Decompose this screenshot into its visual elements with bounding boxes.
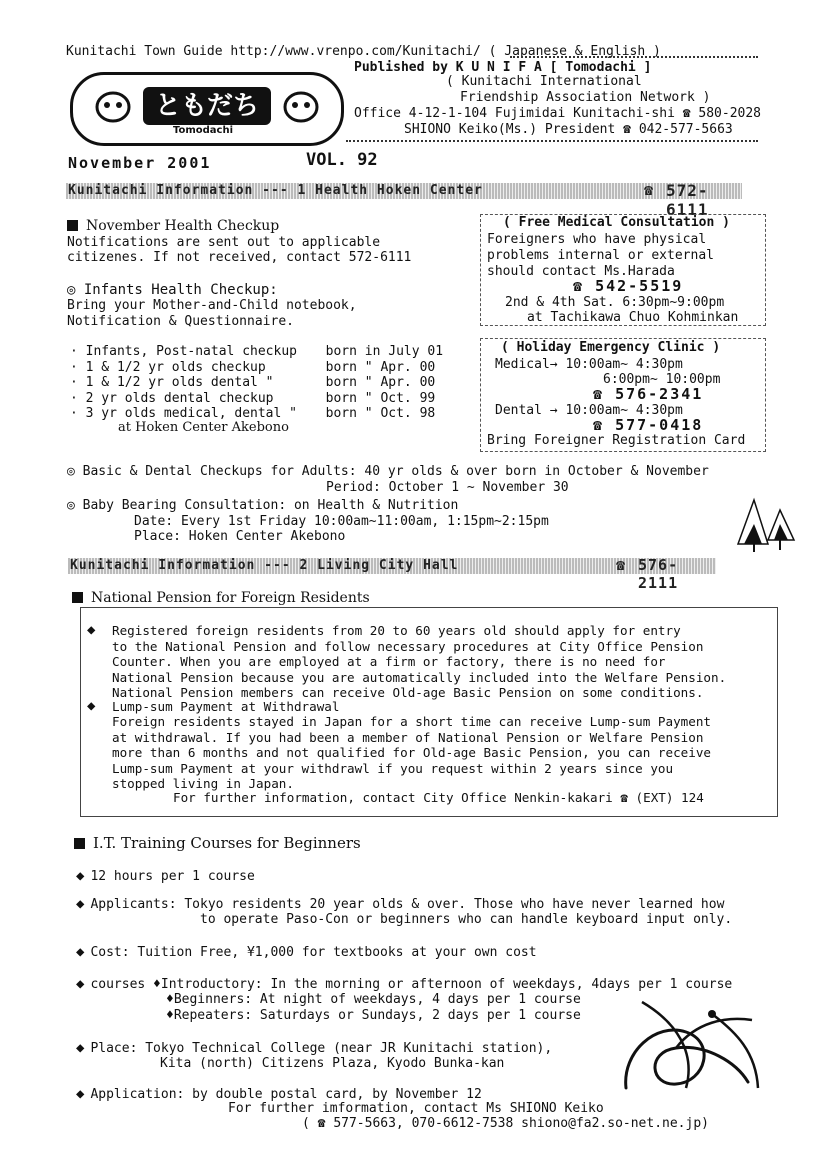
infants-line-2: Notification & Questionnaire. [67,314,294,329]
phone-icon: ☎ [593,416,616,434]
diamond-icon: ◆ [76,1086,85,1102]
section-band-living: Kunitachi Information --- 2 Living City Hall ☎ 576-2111 [68,558,716,574]
it-phones: ( ☎ 577-5663, 070-6612-7538 shiono@fa2.so-net.ne.jp) [302,1116,709,1131]
double-circle-icon: ◎ [67,282,84,298]
diamond-icon: ◆ [76,896,85,912]
org-name-2: Friendship Association Network ) [460,90,711,105]
issue-month: November 2001 [68,154,212,172]
list-item: · 2 yr olds dental checkup born " Oct. 99 [70,390,436,406]
it-applicants: ◆ Applicants: Tokyo residents 20 year olds & over. Those who have never learned how [76,896,725,912]
double-circle-icon: ◎ [67,498,83,513]
list-item: · 3 yr olds medical, dental " born " Oct. 98 [70,406,436,422]
square-bullet-icon [67,220,78,231]
double-circle-icon: ◎ [67,464,83,479]
pension-paragraph-2: Foreign residents stayed in Japan for a short time can receive Lump-sum Payment at withdrawal. If you had been a member of National Pension or Welfare Pension more than 6 months and not qualified for Old-age Basic Pension, you can receive Lump-sum Payment at your withdrawl if you request within 2 years since you stopped living in Japan. [112,714,711,792]
logo-subtitle: Tomodachi [173,125,234,136]
list-item: · Infants, Post-natal checkup born in July 01 [70,344,444,359]
rule [346,140,758,142]
guide-line: Kunitachi Town Guide http://www.vrenpo.com/Kunitachi/ ( Japanese & English ) [66,44,661,59]
it-further: For further imformation, contact Ms SHIONO Keiko [228,1101,604,1116]
logo-text: ともだち [154,91,259,121]
health-checkup-title: November Health Checkup [67,218,279,234]
it-courses-3: ♦Repeaters: Saturdays or Sundays, 2 days per 1 course [166,1008,581,1023]
president-line: SHIONO Keiko(Ms.) President ☎ 042-577-5663 [404,122,733,137]
diamond-icon: ◆ [76,868,85,884]
it-application: ◆ Application: by double postal card, by November 12 [76,1086,482,1102]
infants-title: ◎ Infants Health Checkup: [67,282,278,298]
it-place-2: Kita (north) Citizens Plaza, Kyodo Bunka-kan [160,1056,505,1071]
rule [510,56,758,58]
infants-line-1: Bring your Mother-and-Child notebook, [67,298,357,313]
pension-box [80,607,778,817]
it-courses: ◆ courses ♦Introductory: In the morning or afternoon of weekdays, 4days per 1 course [76,976,733,992]
holiday-clinic-box: ( Holiday Emergency Clinic ) Medical→ 10:00am~ 4:30pm 6:00pm~ 10:00pm ☎ 576-2341 Dental → 10:00am~ 4:30pm ☎ 577-0418 Bring Foreigner Registration Card [480,338,766,452]
checkup-place: at Hoken Center Akebono [118,420,289,435]
org-name-1: ( Kunitachi International [446,74,642,89]
adults-period: Period: October 1 ~ November 30 [326,480,569,495]
it-title: I.T. Training Courses for Beginners [74,834,361,852]
diamond-icon: ◆ [76,1040,85,1056]
published-by: Published by K U N I F A [ Tomodachi ] [354,60,652,75]
abstract-drawing-icon [616,992,766,1104]
it-cost: ◆ Cost: Tuition Free, ¥1,000 for textbooks at your own cost [76,944,537,960]
diamond-icon: ◆ [87,622,96,638]
phone-icon: ☎ [616,556,627,574]
logo [70,72,344,146]
adults-checkup: ◎ Basic & Dental Checkups for Adults: 40 yr olds & over born in October & November [67,464,709,479]
phone-icon: ☎ [644,181,655,199]
diamond-icon: ◆ [76,944,85,960]
pension-contact: For further information, contact City Office Nenkin-kakari ☎ (EXT) 124 [173,790,704,805]
diamond-icon: ◆ [87,698,96,714]
section-band-health: Kunitachi Information --- 1 Health Hoken Center ☎ 572-6111 [66,183,742,199]
list-item: · 1 & 1/2 yr olds dental " born " Apr. 00 [70,375,436,391]
free-consultation-box: ( Free Medical Consultation ) Foreigners who have physical problems internal or external should contact Ms.Harada ☎ 542-5519 2nd & 4th Sat. 6:30pm~9:00pm at Tachikawa Chuo Kohminkan [480,214,766,326]
baby-title: ◎ Baby Bearing Consultation: on Health & Nutrition [67,498,459,513]
square-bullet-icon [74,838,85,849]
it-hours: ◆ 12 hours per 1 course [76,868,255,884]
it-courses-2: ♦Beginners: At night of weekdays, 4 days per 1 course [166,992,581,1007]
health-body-1: Notifications are sent out to applicable [67,235,381,250]
baby-place: Place: Hoken Center Akebono [134,529,346,544]
it-place: ◆ Place: Tokyo Technical College (near JR Kunitachi station), [76,1040,553,1056]
list-item: · 1 & 1/2 yr olds checkup born " Apr. 00 [70,359,436,375]
phone-icon: ☎ [620,790,636,805]
baby-date: Date: Every 1st Friday 10:00am~11:00am, 1:15pm~2:15pm [134,514,549,529]
lump-sum-title: Lump-sum Payment at Withdrawal [112,699,340,714]
health-body-2: citizenes. If not received, contact 572-6111 [67,250,412,265]
it-applicants-2: to operate Paso-Con or beginners who can handle keyboard input only. [200,912,733,927]
phone-icon: ☎ [682,106,699,121]
pension-title: National Pension for Foreign Residents [72,590,370,606]
pension-paragraph-1: Registered foreign residents from 20 to 60 years old should apply for entry to the National Pension and follow necessary procedures at City Office Pension Counter. When you are employed at a firm or factory, there is no need for National Pension because you are automatically included into the Welfare Pension. National Pension members can receive Old-age Basic Pension on some conditions. [112,623,727,701]
office-address: Office 4-12-1-104 Fujimidai Kunitachi-shi ☎ 580-2028 [354,106,762,121]
square-bullet-icon [72,592,83,603]
phone-icon: ☎ [623,122,639,137]
issue-volume: VOL. 92 [306,150,378,170]
diamond-icon: ◆ [76,976,85,992]
phone-icon: ☎ [317,1116,334,1131]
phone-icon: ☎ [573,277,596,295]
phone-icon: ☎ [593,385,616,403]
checkup-list [70,344,443,422]
trees-illustration-icon [734,496,798,554]
